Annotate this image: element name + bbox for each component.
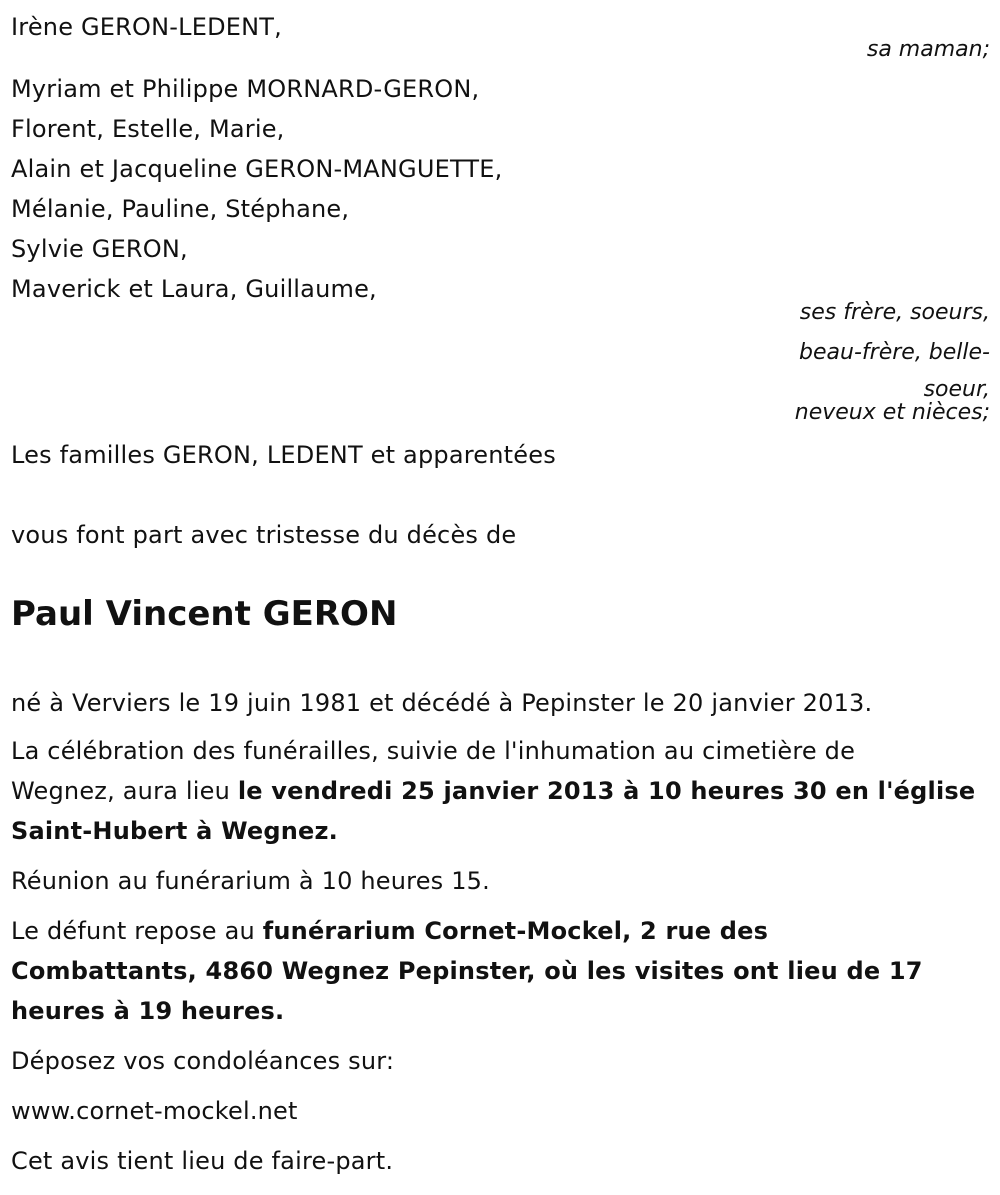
sibling-line: Maverick et Laura, Guillaume, <box>11 275 377 303</box>
sibling-line: Myriam et Philippe MORNARD-GERON, <box>11 75 480 103</box>
rest-line-3 <box>11 996 284 1026</box>
deceased-name: Paul Vincent GERON <box>11 594 398 634</box>
ceremony-date-place: le vendredi 25 janvier 2013 à 10 heures 30 en l'église <box>237 777 976 805</box>
announcement: vous font part avec tristesse du décès de <box>11 521 517 549</box>
meeting-line: Réunion au funérarium à 10 heures 15. <box>11 867 490 895</box>
ceremony-church: Saint-Hubert à Wegnez. <box>11 817 338 845</box>
rest-address: Combattants, 4860 Wegnez Pepinster, où les visites ont lieu de 17 <box>11 957 923 985</box>
rest-location: funérarium Cornet-Mockel, 2 rue des <box>262 917 769 945</box>
closing-line: Cet avis tient lieu de faire-part. <box>11 1147 394 1175</box>
sibling-line: Mélanie, Pauline, Stéphane, <box>11 195 350 223</box>
ceremony-line-2 <box>11 776 975 806</box>
ceremony-plain: Wegnez, aura lieu <box>11 777 238 805</box>
condolences-line: Déposez vos condoléances sur: <box>11 1047 395 1075</box>
rest-line-2 <box>11 956 923 986</box>
rest-plain: Le défunt repose au <box>11 917 263 945</box>
mother-role: sa maman; <box>866 37 990 62</box>
mother-name: Irène GERON-LEDENT, <box>11 13 282 41</box>
ceremony-line-1: La célébration des funérailles, suivie de l'inhumation au cimetière de <box>11 737 856 765</box>
siblings-role-line: ses frère, soeurs, <box>799 300 990 325</box>
ceremony-line-3 <box>11 816 338 846</box>
siblings-role-line: beau-frère, belle- <box>799 340 990 365</box>
rest-line-1 <box>11 916 768 946</box>
sibling-line: Florent, Estelle, Marie, <box>11 115 285 143</box>
siblings-role-line: soeur, <box>923 377 990 402</box>
sibling-line: Alain et Jacqueline GERON-MANGUETTE, <box>11 155 503 183</box>
sibling-line: Sylvie GERON, <box>11 235 188 263</box>
families-line: Les familles GERON, LEDENT et apparentées <box>11 441 556 469</box>
siblings-role-line: neveux et nièces; <box>794 400 990 425</box>
birth-death-line: né à Verviers le 19 juin 1981 et décédé à Pepinster le 20 janvier 2013. <box>11 689 873 717</box>
website-link[interactable]: www.cornet-mockel.net <box>11 1097 298 1125</box>
rest-hours: heures à 19 heures. <box>11 997 285 1025</box>
